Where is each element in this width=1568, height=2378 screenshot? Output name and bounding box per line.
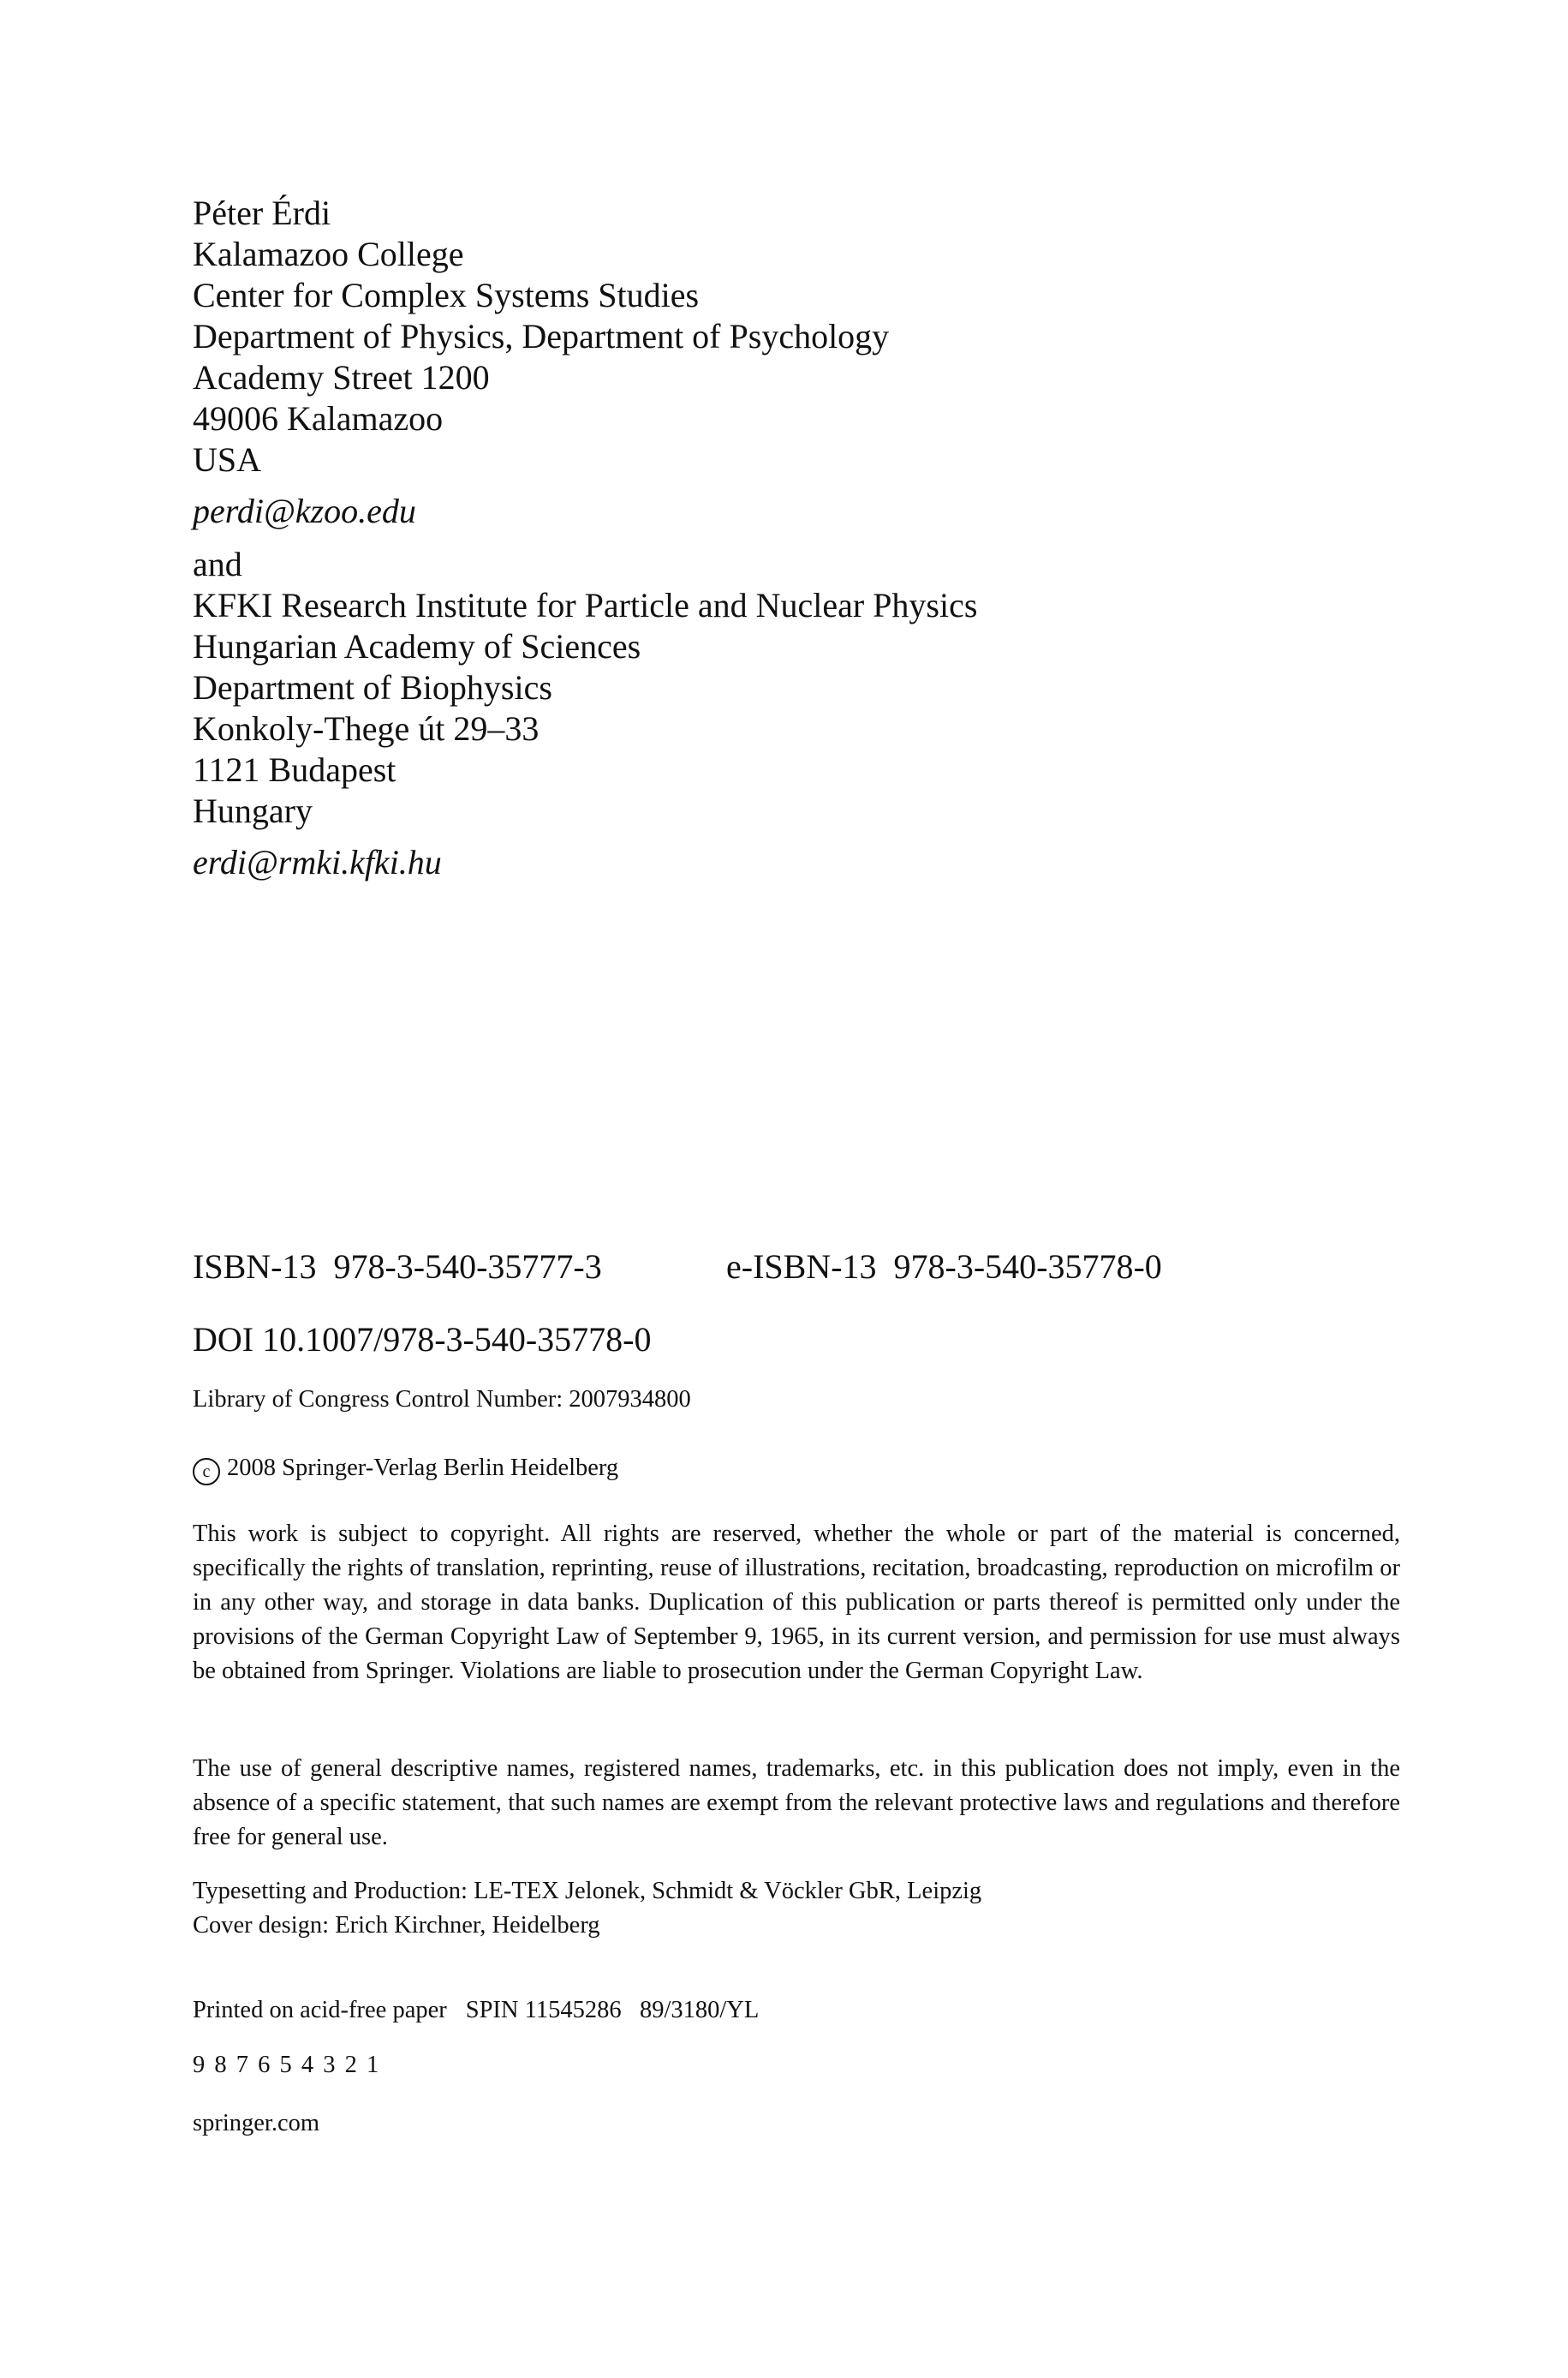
print-run-numbers: 9 8 7 6 5 4 3 2 1 [193, 2052, 381, 2078]
affiliation2-line: Hungarian Academy of Sciences [193, 627, 641, 666]
affiliation2-line: KFKI Research Institute for Particle and Nuclear Physics [193, 586, 978, 624]
typesetting-credit: Typesetting and Production: LE-TEX Jelonek, Schmidt & Vöckler GbR, Leipzig [193, 1878, 982, 1904]
copyright-line [193, 1451, 618, 1485]
affiliation1-line: 49006 Kalamazoo [193, 399, 444, 438]
isbn: ISBN-13 978-3-540-35777-3 [193, 1247, 602, 1286]
production-credits [193, 1874, 981, 1943]
printing-line [193, 1993, 759, 2028]
author-name: Péter Érdi [193, 194, 331, 232]
affiliation2-line: 1121 Budapest [193, 750, 396, 789]
cover-credit: Cover design: Erich Kirchner, Heidelberg [193, 1912, 600, 1939]
affiliation1-line: Center for Complex Systems Studies [193, 276, 700, 314]
author-address-block [193, 193, 977, 883]
author-email-1[interactable]: perdi@kzoo.edu [193, 492, 416, 530]
rights-paragraph: This work is subject to copyright. All rights are reserved, whether the whole or part of the material is concerned, specifically the rights of translation, reprinting, reuse of illustrations, recitation, broadcasting, reproduction on microfilm or in any other way, and storage in data banks. Duplication of this publication or parts thereof is permitted only under the provisions of the German Copyright Law of September 9, 1965, in its current version, and permission for use must always be obtained from Springer. Violations are liable to prosecution under the German Copyright Law. [193, 1521, 1400, 1684]
publisher-website[interactable]: springer.com [193, 2110, 320, 2136]
spin-code: SPIN 11545286 89/3180/YL [465, 1997, 760, 2023]
affiliation2-line: Department of Biophysics [193, 668, 552, 707]
affiliation1-line: Department of Physics, Department of Psychology [193, 317, 890, 356]
copyright-symbol-icon: c [193, 1458, 220, 1485]
affiliation1-line: USA [193, 440, 262, 479]
affiliation1-line: Kalamazoo College [193, 235, 464, 273]
affiliation2-line: Hungary [193, 792, 313, 830]
lccn: Library of Congress Control Number: 2007934800 [193, 1386, 691, 1413]
paper-note: Printed on acid-free paper [193, 1997, 447, 2023]
e-isbn: e-ISBN-13 978-3-540-35778-0 [726, 1247, 1162, 1286]
affiliation-connector: and [193, 545, 242, 583]
affiliation2-line: Konkoly-Thege út 29–33 [193, 709, 540, 748]
copyright-text: 2008 Springer-Verlag Berlin Heidelberg [227, 1455, 619, 1481]
doi: DOI 10.1007/978-3-540-35778-0 [193, 1320, 652, 1359]
affiliation1-line: Academy Street 1200 [193, 358, 490, 397]
author-email-2[interactable]: erdi@rmki.kfki.hu [193, 843, 442, 881]
trademarks-paragraph: The use of general descriptive names, registered names, trademarks, etc. in this publication does not imply, even in the absence of a specific statement, that such names are exempt from the relevant protective laws and regulations and therefore free for general use. [193, 1755, 1400, 1850]
